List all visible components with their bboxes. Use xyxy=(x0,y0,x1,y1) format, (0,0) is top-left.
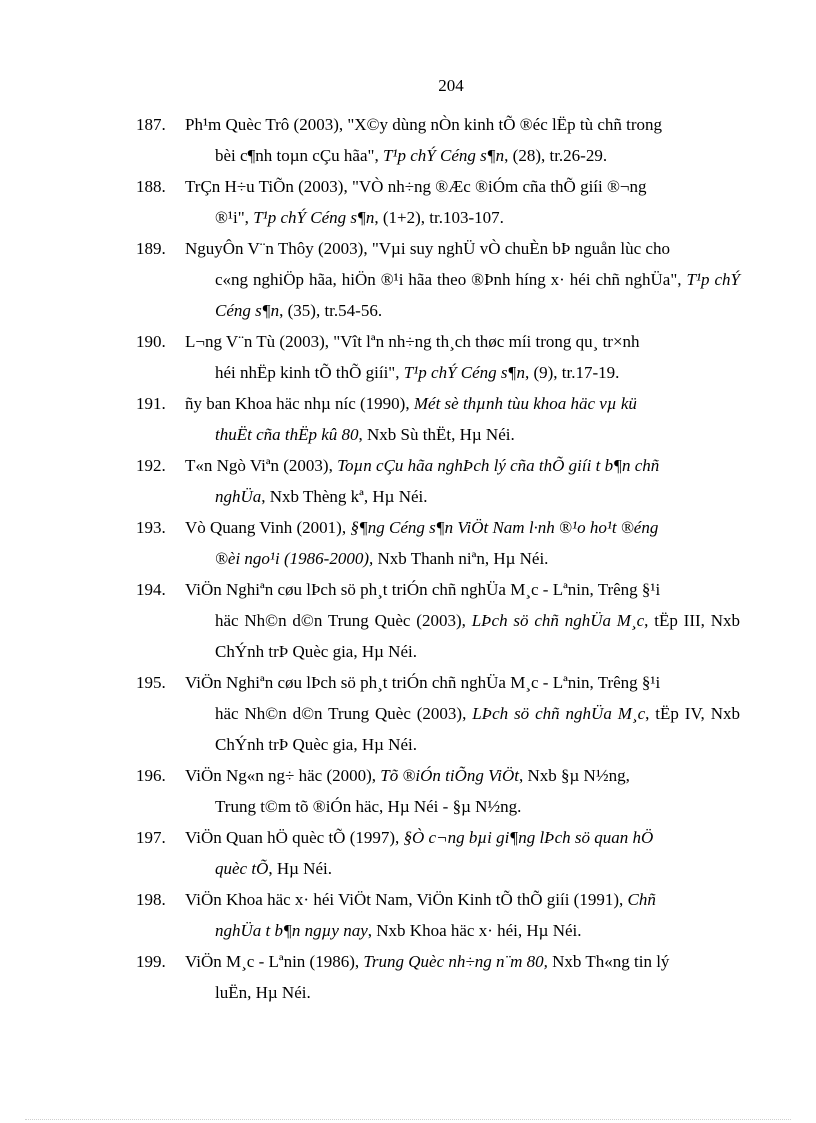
reference-first-line xyxy=(185,574,740,605)
reference-text: TrÇn H÷u TiÕn (2003), "VÒ nh÷ng ®Æc ®iÓm cña thÕ giíi ®¬ng xyxy=(185,177,647,196)
reference-text: , tËp IV, Nxb ChÝnh trÞ Quèc gia, Hµ Néi. xyxy=(215,704,740,754)
page-number: 204 xyxy=(438,76,464,95)
reference-first-line xyxy=(185,667,740,698)
reference-continuation xyxy=(185,853,740,884)
reference-item xyxy=(136,326,740,388)
reference-text: ñy ban Khoa häc nhµ níc (1990), xyxy=(185,394,414,413)
reference-text: ViÖn Khoa häc x· héi ViÖt Nam, ViÖn Kinh tÕ thÕ giíi (1991), xyxy=(185,890,628,909)
reference-first-line xyxy=(185,760,740,791)
reference-title: thuËt cña thËp kû 80 xyxy=(215,425,359,444)
reference-item xyxy=(136,233,740,326)
reference-text: , tËp III, Nxb ChÝnh trÞ Quèc gia, Hµ Néi. xyxy=(215,611,740,661)
reference-text: ViÖn Ng«n ng÷ häc (2000), xyxy=(185,766,381,785)
reference-item xyxy=(136,109,740,171)
reference-number: 198. xyxy=(136,890,166,909)
reference-continuation xyxy=(185,357,740,388)
reference-text: häc Nh©n d©n Trung Quèc (2003), xyxy=(215,611,472,630)
reference-text: NguyÔn V¨n Thôy (2003), "Vµi suy nghÜ vÒ chuÈn bÞ nguån lùc cho xyxy=(185,239,670,258)
reference-title: §Ò c¬ng bµi gi¶ng lÞch sö quan hÖ xyxy=(403,828,654,847)
reference-item xyxy=(136,512,740,574)
reference-number: 188. xyxy=(136,177,166,196)
reference-title: LÞch sö chñ nghÜa M¸c xyxy=(472,704,646,723)
reference-text: bèi c¶nh toµn cÇu hãa", xyxy=(215,146,383,165)
reference-text: ViÖn Nghiªn cøu lÞch sö ph¸t triÓn chñ nghÜa M¸c - Lªnin, Trêng §¹i xyxy=(185,580,661,599)
reference-continuation xyxy=(185,140,740,171)
reference-continuation xyxy=(185,481,740,512)
reference-item xyxy=(136,884,740,946)
reference-title: nghÜa t b¶n ngµy nay xyxy=(215,921,368,940)
reference-text: héi nhËp kinh tÕ thÕ giíi", xyxy=(215,363,404,382)
reference-continuation xyxy=(185,791,740,822)
reference-text: ViÖn M¸c - Lªnin (1986), xyxy=(185,952,364,971)
reference-first-line xyxy=(185,109,740,140)
reference-number: 195. xyxy=(136,673,166,692)
reference-text: , (35), tr.54-56. xyxy=(279,301,383,320)
reference-item xyxy=(136,760,740,822)
reference-title: Chñ xyxy=(627,890,656,909)
reference-number: 193. xyxy=(136,518,166,537)
reference-title: quèc tÕ xyxy=(215,859,269,878)
reference-text: , Hµ Néi. xyxy=(268,859,332,878)
reference-first-line xyxy=(185,450,740,481)
reference-first-line xyxy=(185,512,740,543)
reference-list xyxy=(136,109,740,1008)
reference-continuation xyxy=(185,202,740,233)
reference-first-line xyxy=(185,233,740,264)
reference-title: T¹p chÝ Céng s¶n xyxy=(382,146,505,165)
reference-text: ViÖn Nghiªn cøu lÞch sö ph¸t triÓn chñ nghÜa M¸c - Lªnin, Trêng §¹i xyxy=(185,673,661,692)
reference-title: Mét sè thµnh tùu khoa häc vµ kü xyxy=(413,394,637,413)
reference-first-line xyxy=(185,822,740,853)
reference-number: 192. xyxy=(136,456,166,475)
reference-continuation xyxy=(185,698,740,760)
reference-item xyxy=(136,450,740,512)
reference-number: 196. xyxy=(136,766,166,785)
reference-continuation xyxy=(185,264,740,326)
reference-item xyxy=(136,574,740,667)
page-bottom-edge xyxy=(25,1119,791,1120)
reference-item xyxy=(136,388,740,450)
reference-continuation xyxy=(185,419,740,450)
reference-text: Nxb Thanh niªn, Hµ Néi. xyxy=(373,549,549,568)
reference-number: 187. xyxy=(136,115,166,134)
reference-number: 197. xyxy=(136,828,166,847)
reference-first-line xyxy=(185,884,740,915)
reference-first-line xyxy=(185,388,740,419)
reference-text: , (9), tr.17-19. xyxy=(524,363,620,382)
reference-text: , (28), tr.26-29. xyxy=(504,146,608,165)
reference-text: , Nxb Sù thËt, Hµ Néi. xyxy=(358,425,515,444)
reference-text: Trung t©m tõ ®iÓn häc, Hµ Néi - §µ N½ng. xyxy=(215,797,522,816)
reference-title: T¹p chÝ Céng s¶n xyxy=(215,270,740,320)
reference-title: T¹p chÝ Céng s¶n xyxy=(403,363,525,382)
reference-item xyxy=(136,171,740,233)
reference-item xyxy=(136,946,740,1008)
reference-text: luËn, Hµ Néi. xyxy=(215,983,311,1002)
reference-title: LÞch sö chñ nghÜa M¸c xyxy=(471,611,645,630)
reference-item xyxy=(136,667,740,760)
reference-text: , Nxb Thèng kª, Hµ Néi. xyxy=(261,487,428,506)
reference-continuation xyxy=(185,605,740,667)
reference-text: ViÖn Quan hÖ quèc tÕ (1997), xyxy=(185,828,404,847)
reference-title: Tõ ®iÓn tiÕng ViÖt xyxy=(380,766,519,785)
reference-number: 194. xyxy=(136,580,166,599)
reference-title: §¶ng Céng s¶n ViÖt Nam l·nh ®¹o ho¹t ®éng xyxy=(350,518,659,537)
reference-item xyxy=(136,822,740,884)
reference-text: ®¹i", xyxy=(215,208,254,227)
reference-number: 189. xyxy=(136,239,166,258)
reference-number: 199. xyxy=(136,952,166,971)
reference-text: L¬ng V¨n Tù (2003), "Vît lªn nh÷ng th¸ch thøc míi trong qu¸ tr×nh xyxy=(185,332,640,351)
reference-continuation xyxy=(185,915,740,946)
reference-title: T¹p chÝ Céng s¶n xyxy=(253,208,375,227)
reference-first-line xyxy=(185,171,740,202)
reference-title: nghÜa xyxy=(215,487,262,506)
reference-text: , Nxb Khoa häc x· héi, Hµ Néi. xyxy=(367,921,582,940)
reference-title: Toµn cÇu hãa nghÞch lý cña thÕ giíi t b¶n chñ xyxy=(337,456,660,475)
reference-text: , Nxb §µ N½ng, xyxy=(518,766,630,785)
reference-number: 190. xyxy=(136,332,166,351)
reference-text: T«n Ngò Viªn (2003), xyxy=(185,456,338,475)
reference-title: ®èi ngo¹i (1986-2000), xyxy=(215,549,374,568)
reference-text: Vò Quang Vinh (2001), xyxy=(185,518,351,537)
reference-text: Nxb Th«ng tin lý xyxy=(547,952,670,971)
reference-text: , (1+2), tr.103-107. xyxy=(374,208,504,227)
reference-first-line xyxy=(185,946,740,977)
reference-text: c«ng nghiÖp hãa, hiÖn ®¹i hãa theo ®Þnh híng x· héi chñ nghÜa", xyxy=(215,270,687,289)
reference-first-line xyxy=(185,326,740,357)
reference-text: Ph¹m Quèc Trô (2003), "X©y dùng nÒn kinh tÕ ®éc lËp tù chñ trong xyxy=(185,115,663,134)
reference-number: 191. xyxy=(136,394,166,413)
reference-continuation xyxy=(185,977,740,1008)
reference-continuation xyxy=(185,543,740,574)
reference-title: Trung Quèc nh÷ng n¨m 80, xyxy=(363,952,548,971)
reference-text: häc Nh©n d©n Trung Quèc (2003), xyxy=(215,704,473,723)
